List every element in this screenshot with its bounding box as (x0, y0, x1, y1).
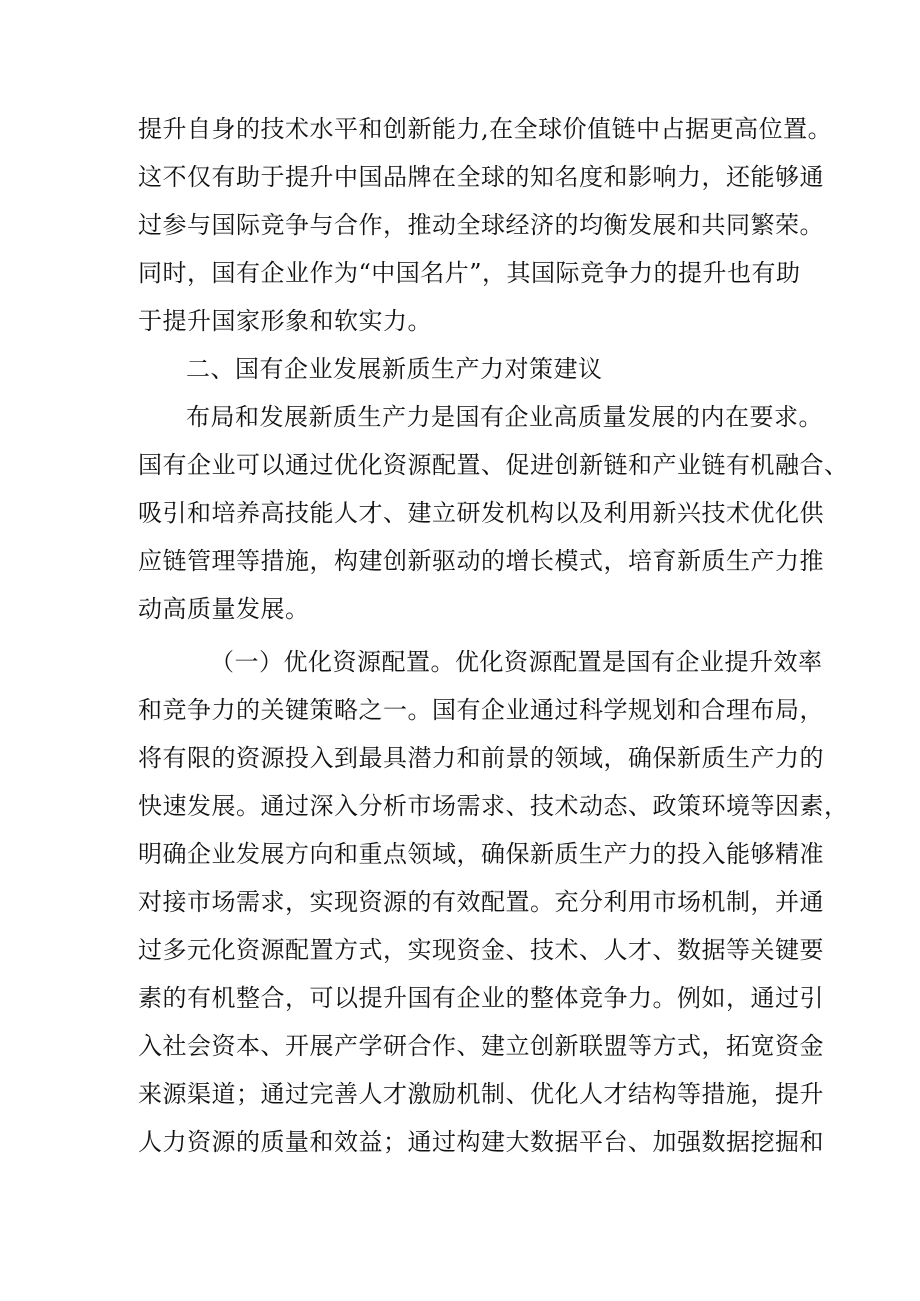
paragraph-2-line-3: 吸引和培养高技能人才、建立研发机构以及利用新兴技术优化供 (138, 499, 824, 527)
paragraph-3-line-2: 和竞争力的关键策略之一。国有企业通过科学规划和合理布局， (138, 696, 824, 724)
paragraph-1-line-1: 提升自身的技术水平和创新能力,在全球价值链中占据更高位置。 (138, 115, 833, 143)
paragraph-3-line-11: 人力资源的质量和效益；通过构建大数据平台、加强数据挖掘和 (138, 1128, 824, 1156)
paragraph-2-line-1: 布局和发展新质生产力是国有企业高质量发展的内在要求。 (186, 403, 823, 431)
paragraph-2-line-2: 国有企业可以通过优化资源配置、促进创新链和产业链有机融合、 (138, 451, 849, 479)
paragraph-1-line-2: 这不仅有助于提升中国品牌在全球的知名度和影响力，还能够通 (138, 163, 824, 191)
paragraph-2-line-4: 应链管理等措施，构建创新驱动的增长模式，培育新质生产力推 (138, 547, 824, 575)
paragraph-3-line-4: 快速发展。通过深入分析市场需求、技术动态、政策环境等因素， (138, 792, 849, 820)
paragraph-3-line-9: 入社会资本、开展产学研合作、建立创新联盟等方式，拓宽资金 (138, 1032, 824, 1060)
paragraph-3-line-7: 过多元化资源配置方式，实现资金、技术、人才、数据等关键要 (138, 936, 824, 964)
paragraph-1-line-4: 同时，国有企业作为“中国名片”，其国际竞争力的提升也有助 (138, 259, 801, 287)
section-heading: 二、国有企业发展新质生产力对策建议 (186, 355, 603, 383)
paragraph-2-line-5: 动高质量发展。 (138, 595, 310, 623)
paragraph-3-line-3: 将有限的资源投入到最具潜力和前景的领域，确保新质生产力的 (138, 744, 824, 772)
paragraph-1-line-3: 过参与国际竞争与合作，推动全球经济的均衡发展和共同繁荣。 (138, 211, 824, 239)
paragraph-1-line-5: 于提升国家形象和软实力。 (138, 307, 432, 335)
paragraph-3-line-6: 对接市场需求，实现资源的有效配置。充分利用市场机制，并通 (138, 888, 824, 916)
paragraph-3-line-10: 来源渠道；通过完善人才激励机制、优化人才结构等措施，提升 (138, 1080, 824, 1108)
paragraph-3-line-8: 素的有机整合，可以提升国有企业的整体竞争力。例如，通过引 (138, 984, 824, 1012)
paragraph-3-line-1: （一）优化资源配置。优化资源配置是国有企业提升效率 (210, 648, 823, 676)
paragraph-3-line-5: 明确企业发展方向和重点领域，确保新质生产力的投入能够精准 (138, 840, 824, 868)
